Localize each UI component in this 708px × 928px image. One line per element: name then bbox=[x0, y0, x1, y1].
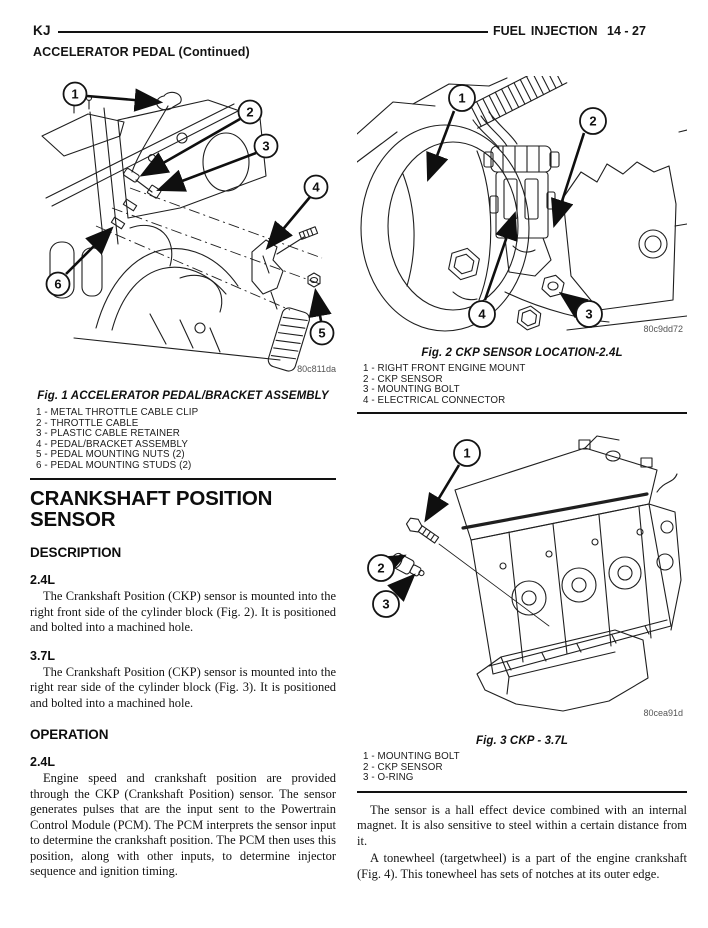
svg-text:2: 2 bbox=[246, 104, 254, 120]
operation-heading: OPERATION bbox=[30, 727, 109, 742]
divider-rule bbox=[357, 791, 687, 793]
fig1-callout-4 bbox=[305, 176, 328, 199]
legend-item: 1 - MOUNTING BOLT bbox=[363, 751, 460, 762]
svg-text:1: 1 bbox=[458, 90, 466, 106]
description-heading: DESCRIPTION bbox=[30, 545, 122, 560]
legend-item: 3 - O-RING bbox=[363, 772, 414, 783]
fig1-caption: Fig. 1 ACCELERATOR PEDAL/BRACKET ASSEMBLY bbox=[37, 390, 329, 402]
svg-text:4: 4 bbox=[478, 306, 486, 322]
fig3-watermark: 80cea91d bbox=[643, 708, 683, 718]
fig2-legend bbox=[357, 364, 687, 406]
fig3-legend bbox=[357, 752, 687, 784]
svg-text:4: 4 bbox=[312, 179, 320, 195]
fig1-pedal-assembly bbox=[252, 227, 320, 373]
legend-item: 3 - PLASTIC CABLE RETAINER bbox=[36, 428, 180, 439]
fig1-callout-6 bbox=[47, 273, 70, 296]
header-model-code: KJ bbox=[33, 23, 51, 38]
fig2-line-drawing bbox=[357, 76, 687, 334]
svg-text:3: 3 bbox=[382, 596, 390, 612]
svg-text:1: 1 bbox=[71, 86, 79, 102]
fig1-callout-1 bbox=[64, 83, 87, 106]
header-section-title: FUEL INJECTION bbox=[493, 24, 598, 38]
continued-heading: ACCELERATOR PEDAL (Continued) bbox=[33, 45, 250, 59]
header-page-number: 14 - 27 bbox=[607, 24, 646, 38]
header-rule bbox=[58, 31, 488, 33]
svg-text:3: 3 bbox=[262, 138, 270, 154]
fig3-callout-3 bbox=[373, 591, 399, 617]
figure-3 bbox=[357, 430, 687, 722]
fig2-wire-loom bbox=[467, 76, 567, 128]
divider-rule bbox=[30, 478, 336, 480]
fig2-watermark: 80c9dd72 bbox=[643, 324, 683, 334]
fig3-callout-2 bbox=[368, 555, 394, 581]
fig3-callout-1 bbox=[454, 440, 480, 466]
left-column bbox=[30, 76, 336, 880]
svg-text:2: 2 bbox=[377, 560, 385, 576]
divider-rule bbox=[357, 412, 687, 414]
article-title: CRANKSHAFT POSITION SENSOR bbox=[30, 487, 273, 531]
operation-24-heading: 2.4L bbox=[30, 755, 56, 769]
legend-item: 2 - THROTTLE CABLE bbox=[36, 417, 139, 429]
fig1-line-drawing bbox=[30, 76, 336, 374]
legend-item: 4 - PEDAL/BRACKET ASSEMBLY bbox=[36, 438, 188, 450]
fig1-callout-5 bbox=[311, 322, 334, 345]
fig3-mounting-bolt bbox=[404, 515, 440, 546]
legend-item: 5 - PEDAL MOUNTING NUTS (2) bbox=[36, 449, 185, 460]
figure-1 bbox=[30, 76, 336, 374]
legend-item: 1 - RIGHT FRONT ENGINE MOUNT bbox=[363, 363, 526, 374]
legend-item: 4 - ELECTRICAL CONNECTOR bbox=[363, 394, 506, 406]
description-37-paragraph: The Crankshaft Position (CKP) sensor is mounted into the right rear side of the cylinder block (Fig. 3). It is positioned and bolted into a machined hole. bbox=[30, 664, 336, 710]
fig3-line-drawing bbox=[357, 430, 687, 722]
legend-item: 2 - CKP SENSOR bbox=[363, 761, 443, 773]
fig2-caption: Fig. 2 CKP SENSOR LOCATION-2.4L bbox=[421, 347, 623, 359]
fig2-connector bbox=[484, 146, 559, 238]
legend-item: 1 - METAL THROTTLE CABLE CLIP bbox=[36, 407, 199, 418]
svg-text:5: 5 bbox=[318, 325, 326, 341]
figure-2 bbox=[357, 76, 687, 334]
description-24-paragraph: The Crankshaft Position (CKP) sensor is mounted into the right front side of the cylinder block (Fig. 2). It is positioned and bolted into a machined hole. bbox=[30, 589, 336, 634]
svg-text:6: 6 bbox=[54, 276, 62, 292]
fig1-callout-2 bbox=[239, 101, 262, 124]
engine-24-heading: 2.4L bbox=[30, 573, 56, 587]
fig2-callout-2 bbox=[580, 108, 606, 134]
right-column bbox=[357, 76, 687, 882]
sensor-paragraph-2: A tonewheel (targetwheel) is a part of the engine crankshaft (Fig. 4). This tonewheel has sets of notches at its outer edge. bbox=[357, 851, 687, 881]
legend-item: 2 - CKP SENSOR bbox=[363, 373, 443, 385]
fig2-callout-1 bbox=[449, 85, 475, 111]
fig3-caption: Fig. 3 CKP - 3.7L bbox=[475, 735, 568, 747]
svg-text:3: 3 bbox=[585, 306, 593, 322]
fig1-watermark: 80c811da bbox=[297, 364, 336, 374]
sensor-paragraph-1: The sensor is a hall effect device combined with an internal magnet. It is also sensitive to steel within a certain distance from it. bbox=[357, 802, 687, 848]
svg-text:2: 2 bbox=[589, 113, 597, 129]
fig2-callout-4 bbox=[469, 301, 495, 327]
legend-item: 3 - MOUNTING BOLT bbox=[363, 384, 460, 395]
fig1-callout-3 bbox=[255, 135, 278, 158]
legend-item: 6 - PEDAL MOUNTING STUDS (2) bbox=[36, 459, 192, 471]
fig2-callout-3 bbox=[576, 301, 602, 327]
svg-text:1: 1 bbox=[463, 445, 471, 461]
fig1-legend bbox=[30, 408, 336, 471]
operation-24-paragraph: Engine speed and crankshaft position are provided through the CKP (Crankshaft Position) sensor. The sensor generates pulses that are the input sent to the Powertrain Control Module (PCM). The PCM interprets the sensor input to determine the crankshaft position. The PCM then uses this position, along with other inputs, to determine injector sequence and ignition timing. bbox=[30, 771, 336, 878]
engine-37-heading: 3.7L bbox=[30, 648, 56, 663]
